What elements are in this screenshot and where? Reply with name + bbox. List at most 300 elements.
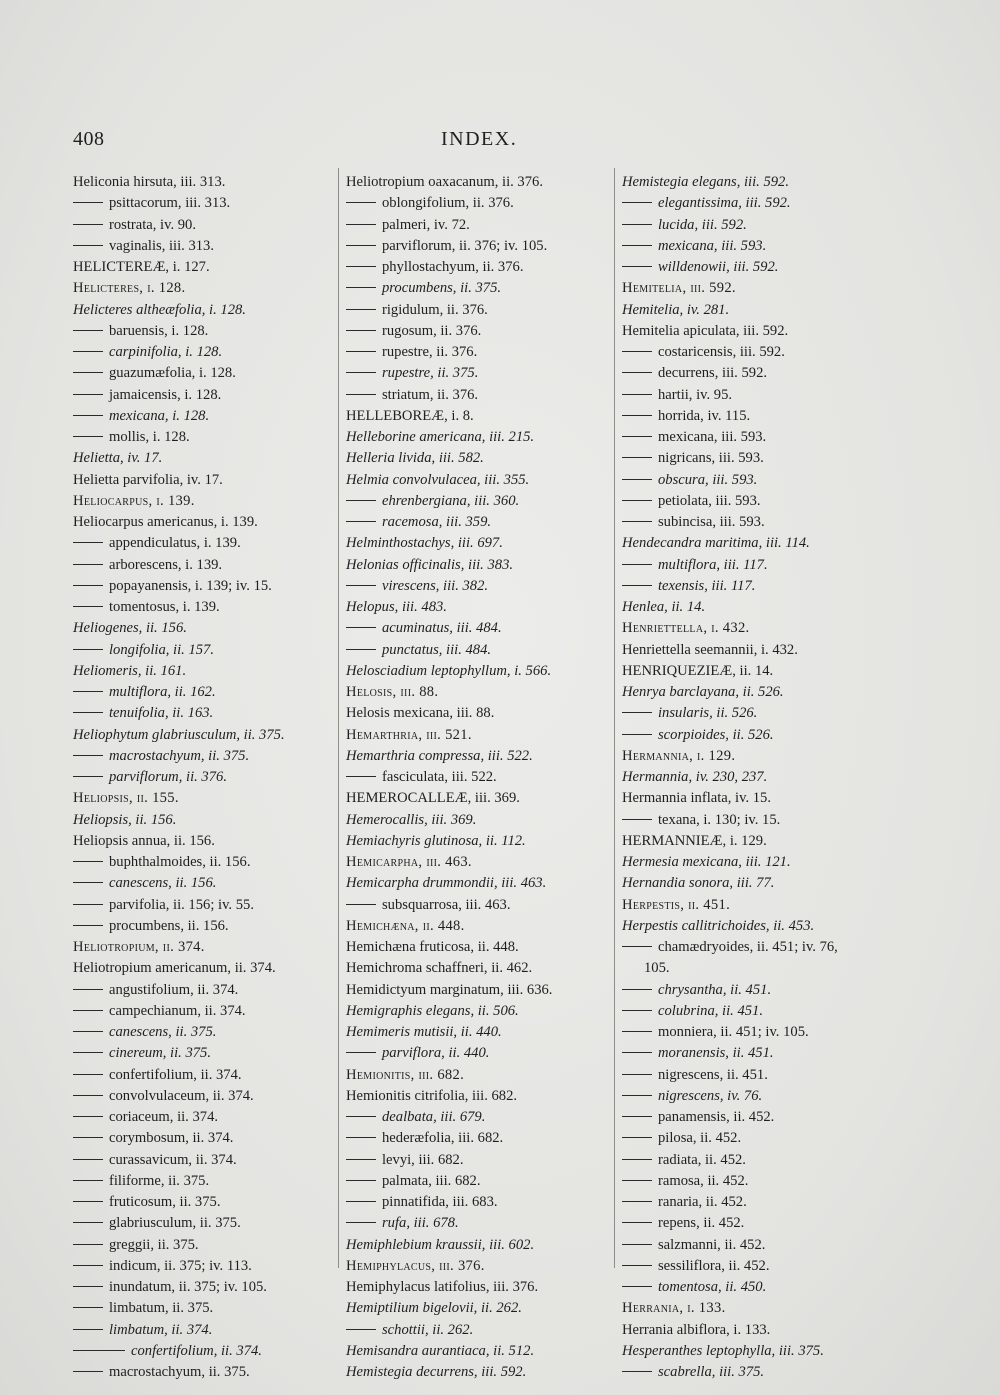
index-entry-text: multiflora, iii. 117. xyxy=(658,556,768,573)
ditto-dash xyxy=(73,351,103,352)
index-entry-text: fruticosum, ii. 375. xyxy=(109,1194,221,1210)
index-entry-text: HENRIQUEZIEÆ, ii. 14. xyxy=(622,662,774,679)
ditto-dash xyxy=(622,266,652,267)
index-entry-text: phyllostachyum, ii. 376. xyxy=(382,259,524,275)
index-entry-text: moranensis, ii. 451. xyxy=(658,1045,774,1062)
index-entry xyxy=(73,512,338,533)
index-entry-text: cinereum, ii. 375. xyxy=(109,1045,211,1062)
index-entry-text: nigricans, iii. 593. xyxy=(658,450,764,467)
index-entry-text: chrysantha, ii. 451. xyxy=(658,981,772,998)
index-entry-text: hartii, iv. 95. xyxy=(658,386,733,403)
index-entry-text: Herrania albiflora, i. 133. xyxy=(622,1321,771,1338)
ditto-dash xyxy=(346,351,376,352)
index-entry xyxy=(346,1001,611,1022)
index-entry-text: popayanensis, i. 139; iv. 15. xyxy=(109,577,272,594)
index-entry-text: Heliopsis annua, ii. 156. xyxy=(73,832,215,849)
index-entry-text: subincisa, iii. 593. xyxy=(658,514,765,530)
index-entry-text: Hendecandra maritima, iii. 114. xyxy=(622,535,810,552)
index-entry xyxy=(73,703,338,724)
index-entry xyxy=(73,661,338,682)
index-entry-text: racemosa, iii. 359. xyxy=(382,514,492,530)
index-entry-text: levyi, iii. 682. xyxy=(382,1151,464,1168)
index-entry-text: Henriettella, i. 432. xyxy=(622,620,750,637)
index-entry xyxy=(346,958,611,979)
index-entry-text: Henlea, ii. 14. xyxy=(622,599,706,615)
ditto-dash xyxy=(622,1244,652,1245)
index-entry-text: HELICTEREÆ, i. 127. xyxy=(73,259,210,275)
index-entry-text: costaricensis, iii. 592. xyxy=(658,344,785,360)
ditto-dash xyxy=(622,521,652,522)
index-entry xyxy=(622,746,912,767)
index-entry-text: schottii, ii. 262. xyxy=(382,1321,474,1338)
index-entry xyxy=(73,1256,338,1277)
index-entry xyxy=(346,555,611,576)
ditto-dash xyxy=(622,1116,652,1117)
index-entry-text: Henrya barclayana, ii. 526. xyxy=(622,684,784,700)
index-entry xyxy=(622,873,912,894)
ditto-dash xyxy=(73,436,103,437)
index-entry-text: Herrania, i. 133. xyxy=(622,1300,726,1317)
index-entry xyxy=(73,831,338,852)
index-entry-text: Helleborine americana, iii. 215. xyxy=(346,429,535,445)
index-entry-text: appendiculatus, i. 139. xyxy=(109,535,241,552)
index-entry-text: horrida, iv. 115. xyxy=(658,407,751,424)
index-entry-text: tomentosa, ii. 450. xyxy=(658,1279,767,1295)
index-entry xyxy=(622,172,912,193)
index-entry-text: texensis, iii. 117. xyxy=(658,577,756,594)
ditto-dash xyxy=(346,1201,376,1202)
index-entry xyxy=(346,1320,611,1341)
index-entry-text: HELLEBOREÆ, i. 8. xyxy=(346,407,474,424)
ditto-dash xyxy=(622,224,652,225)
index-entry-text: corymbosum, ii. 374. xyxy=(109,1130,234,1147)
index-entry xyxy=(73,300,338,321)
index-entry xyxy=(622,661,912,682)
ditto-dash xyxy=(73,691,103,692)
index-entry xyxy=(622,448,912,469)
index-entry-text: tenuifolia, ii. 163. xyxy=(109,705,214,722)
ditto-dash xyxy=(73,1180,103,1181)
index-entry xyxy=(73,172,338,193)
index-entry xyxy=(622,640,912,661)
index-column-2 xyxy=(346,172,611,1383)
index-entry xyxy=(346,278,611,299)
index-entry xyxy=(73,1022,338,1043)
column-divider xyxy=(338,168,339,1268)
index-entry xyxy=(73,1065,338,1086)
ditto-dash xyxy=(622,1031,652,1032)
index-entry-text: palmeri, iv. 72. xyxy=(382,216,470,233)
index-entry xyxy=(622,533,912,554)
ditto-dash xyxy=(622,819,652,820)
index-entry-text: psittacorum, iii. 313. xyxy=(109,195,231,212)
ditto-dash xyxy=(73,755,103,756)
index-entry-text: elegantissima, iii. 592. xyxy=(658,195,791,212)
ditto-dash xyxy=(622,1095,652,1096)
ditto-dash xyxy=(73,776,103,777)
index-entry-text: campechianum, ii. 374. xyxy=(109,1002,246,1019)
index-entry xyxy=(73,597,338,618)
index-entry xyxy=(622,555,912,576)
index-entry xyxy=(346,363,611,384)
index-entry-text: palmata, iii. 682. xyxy=(382,1172,481,1189)
index-entry-text: mollis, i. 128. xyxy=(109,429,190,445)
index-entry xyxy=(622,810,912,831)
index-entry-text: Heliophytum glabriusculum, ii. 375. xyxy=(73,726,285,743)
index-entry xyxy=(622,215,912,236)
ditto-dash xyxy=(73,1052,103,1053)
index-entry xyxy=(622,278,912,299)
ditto-dash xyxy=(346,394,376,395)
index-entry xyxy=(622,597,912,618)
index-entry-text: mexicana, iii. 593. xyxy=(658,237,767,254)
index-entry xyxy=(73,193,338,214)
index-entry xyxy=(346,1043,611,1064)
index-entry-text: Helosis, iii. 88. xyxy=(346,684,439,700)
ditto-dash xyxy=(73,712,103,713)
index-entry-text: pilosa, ii. 452. xyxy=(658,1130,742,1147)
index-entry xyxy=(622,1213,912,1234)
ditto-dash xyxy=(622,1159,652,1160)
ditto-dash xyxy=(73,1307,103,1308)
index-entry xyxy=(622,1235,912,1256)
index-entry-text: Heliogenes, ii. 156. xyxy=(73,620,187,637)
index-entry-text: nigrescens, ii. 451. xyxy=(658,1066,768,1083)
index-entry xyxy=(346,916,611,937)
index-entry xyxy=(346,342,611,363)
index-entry xyxy=(622,1341,912,1362)
index-entry xyxy=(346,937,611,958)
index-entry-text: acuminatus, iii. 484. xyxy=(382,620,502,637)
index-entry xyxy=(622,831,912,852)
index-entry-text: Helopus, iii. 483. xyxy=(346,599,447,615)
index-entry xyxy=(73,342,338,363)
index-entry xyxy=(73,385,338,406)
index-entry xyxy=(346,1213,611,1234)
index-entry xyxy=(73,1001,338,1022)
index-entry-text: mexicana, iii. 593. xyxy=(658,429,767,445)
index-entry xyxy=(622,342,912,363)
index-entry xyxy=(622,895,912,916)
index-entry-text: subsquarrosa, iii. 463. xyxy=(382,896,511,913)
index-entry xyxy=(73,980,338,1001)
index-entry xyxy=(73,1320,338,1341)
index-entry xyxy=(346,810,611,831)
index-entry-text: limbatum, ii. 375. xyxy=(109,1300,214,1317)
index-entry xyxy=(622,703,912,724)
ditto-dash xyxy=(73,1137,103,1138)
index-entry xyxy=(622,1362,912,1383)
index-entry-text: Hemicarpha drummondii, iii. 463. xyxy=(346,875,547,892)
index-entry-text: rupestre, ii. 376. xyxy=(382,344,478,360)
index-entry xyxy=(73,1043,338,1064)
index-entry-text: Hemiphlebium kraussii, iii. 602. xyxy=(346,1236,535,1253)
index-entry-text: Heliotropium, ii. 374. xyxy=(73,939,205,955)
ditto-dash xyxy=(622,1265,652,1266)
ditto-dash xyxy=(346,330,376,331)
index-entry xyxy=(622,725,912,746)
index-entry-text: confertifolium, ii. 374. xyxy=(131,1342,262,1359)
ditto-dash xyxy=(73,1159,103,1160)
index-entry-text: 105. xyxy=(644,960,670,977)
ditto-dash xyxy=(622,712,652,713)
index-entry-text: Helmia convolvulacea, iii. 355. xyxy=(346,471,530,488)
index-entry-text: parviflorum, ii. 376; iv. 105. xyxy=(382,237,548,254)
index-entry-text: convolvulaceum, ii. 374. xyxy=(109,1087,254,1104)
index-entry xyxy=(73,1171,338,1192)
index-entry-text: Henriettella seemannii, i. 432. xyxy=(622,641,798,658)
index-entry xyxy=(622,363,912,384)
ditto-dash xyxy=(73,202,103,203)
index-entry xyxy=(622,1320,912,1341)
index-entry-text: monniera, ii. 451; iv. 105. xyxy=(658,1024,809,1040)
index-entry xyxy=(622,257,912,278)
running-head: INDEX. xyxy=(441,128,518,150)
index-entry-text: jamaicensis, i. 128. xyxy=(109,386,222,403)
index-entry xyxy=(346,895,611,916)
index-entry-text: ramosa, ii. 452. xyxy=(658,1172,749,1189)
index-entry xyxy=(622,1065,912,1086)
index-entry-text: Hemidictyum marginatum, iii. 636. xyxy=(346,981,553,998)
index-entry-text: Hemichæna fruticosa, ii. 448. xyxy=(346,939,519,955)
ditto-dash xyxy=(622,1201,652,1202)
ditto-dash xyxy=(73,1095,103,1096)
index-entry-text: decurrens, iii. 592. xyxy=(658,365,768,382)
index-entry-text: sessiliflora, ii. 452. xyxy=(658,1257,770,1274)
index-entry xyxy=(622,1001,912,1022)
index-entry xyxy=(622,1086,912,1107)
index-entry-text: Hermannia inflata, iv. 15. xyxy=(622,790,771,807)
index-entry-text: Hermannia, iv. 230, 237. xyxy=(622,769,768,785)
index-entry xyxy=(622,767,912,788)
index-entry xyxy=(622,958,912,979)
index-entry-text: indicum, ii. 375; iv. 113. xyxy=(109,1257,252,1274)
index-entry-text: Helietta, iv. 17. xyxy=(73,450,163,467)
index-entry xyxy=(346,406,611,427)
index-entry-text: Hemistegia elegans, iii. 592. xyxy=(622,174,789,190)
index-entry xyxy=(622,427,912,448)
ditto-dash xyxy=(73,1329,103,1330)
index-entry-text: nigrescens, iv. 76. xyxy=(658,1087,763,1104)
index-entry xyxy=(622,512,912,533)
index-entry xyxy=(346,533,611,554)
index-entry-text: Hemerocallis, iii. 369. xyxy=(346,811,477,828)
index-entry-text: colubrina, ii. 451. xyxy=(658,1002,763,1019)
index-entry-text: HEMEROCALLEÆ, iii. 369. xyxy=(346,790,520,807)
index-entry xyxy=(346,1128,611,1149)
index-entry xyxy=(73,236,338,257)
ditto-dash xyxy=(73,904,103,905)
ditto-dash xyxy=(346,245,376,246)
index-entry-text: Heliocarpus, i. 139. xyxy=(73,492,195,509)
index-entry xyxy=(346,1192,611,1213)
ditto-dash xyxy=(73,989,103,990)
index-entry xyxy=(622,1171,912,1192)
ditto-dash xyxy=(346,500,376,501)
ditto-dash xyxy=(346,904,376,905)
ditto-dash xyxy=(73,394,103,395)
index-entry-text: curassavicum, ii. 374. xyxy=(109,1151,237,1168)
index-entry-text: Hemarthria, iii. 521. xyxy=(346,726,472,743)
index-entry-text: baruensis, i. 128. xyxy=(109,322,209,339)
index-entry xyxy=(73,1298,338,1319)
index-entry-text: angustifolium, ii. 374. xyxy=(109,981,239,998)
column-divider xyxy=(614,168,615,1268)
index-entry xyxy=(346,1022,611,1043)
index-entry-text: rugosum, ii. 376. xyxy=(382,322,482,339)
index-entry-text: Hemitelia, iv. 281. xyxy=(622,301,730,318)
index-entry xyxy=(73,725,338,746)
index-entry xyxy=(73,1107,338,1128)
index-entry xyxy=(346,597,611,618)
index-entry-text: Hemiachyris glutinosa, ii. 112. xyxy=(346,832,526,849)
index-entry xyxy=(346,1107,611,1128)
index-entry xyxy=(622,1298,912,1319)
index-entry xyxy=(73,406,338,427)
index-entry-text: Hemimeris mutisii, ii. 440. xyxy=(346,1024,502,1040)
index-entry-text: HERMANNIEÆ, i. 129. xyxy=(622,832,767,849)
index-entry xyxy=(73,1192,338,1213)
index-entry xyxy=(73,1277,338,1298)
index-entry xyxy=(73,618,338,639)
page-number: 408 xyxy=(73,128,105,150)
ditto-dash xyxy=(622,1010,652,1011)
ditto-dash xyxy=(622,585,652,586)
ditto-dash xyxy=(73,372,103,373)
index-entry-text: chamædryoides, ii. 451; iv. 76, xyxy=(658,939,838,955)
index-entry-text: Hemiphylacus, iii. 376. xyxy=(346,1257,485,1274)
index-entry xyxy=(622,682,912,703)
ditto-dash xyxy=(346,776,376,777)
index-entry-text: glabriusculum, ii. 375. xyxy=(109,1215,241,1232)
index-entry-text: lucida, iii. 592. xyxy=(658,216,747,233)
ditto-dash xyxy=(73,564,103,565)
index-entry xyxy=(73,1086,338,1107)
index-entry xyxy=(622,236,912,257)
index-entry-text: Heliopsis, ii. 155. xyxy=(73,790,179,807)
index-entry-text: Hemitelia apiculata, iii. 592. xyxy=(622,322,789,339)
ditto-dash xyxy=(73,606,103,607)
ditto-dash xyxy=(622,1052,652,1053)
index-entry-text: parviflora, ii. 440. xyxy=(382,1045,490,1062)
index-entry-text: obscura, iii. 593. xyxy=(658,471,758,488)
index-entry-text: multiflora, ii. 162. xyxy=(109,684,216,700)
ditto-dash xyxy=(346,627,376,628)
index-entry xyxy=(622,788,912,809)
index-entry-text: scabrella, iii. 375. xyxy=(658,1364,765,1380)
index-entry xyxy=(73,533,338,554)
ditto-dash xyxy=(346,372,376,373)
index-entry-text: filiforme, ii. 375. xyxy=(109,1172,210,1189)
ditto-dash xyxy=(73,415,103,416)
index-entry xyxy=(346,236,611,257)
index-entry-text: Helosciadium leptophyllum, i. 566. xyxy=(346,662,552,679)
ditto-dash xyxy=(73,1010,103,1011)
index-entry xyxy=(73,916,338,937)
index-entry-text: Helicteres, i. 128. xyxy=(73,280,186,297)
ditto-dash xyxy=(346,1159,376,1160)
index-entry-text: longifolia, ii. 157. xyxy=(109,641,214,658)
index-entry-text: canescens, ii. 156. xyxy=(109,875,217,892)
ditto-dash xyxy=(622,436,652,437)
index-entry-text: Hemiphylacus latifolius, iii. 376. xyxy=(346,1279,539,1295)
index-entry xyxy=(73,682,338,703)
index-entry xyxy=(622,300,912,321)
index-entry xyxy=(346,172,611,193)
ditto-dash xyxy=(73,542,103,543)
index-entry xyxy=(346,491,611,512)
ditto-dash xyxy=(346,1329,376,1330)
index-entry-text: rupestre, ii. 375. xyxy=(382,365,479,382)
index-entry xyxy=(346,1298,611,1319)
index-entry-text: salzmanni, ii. 452. xyxy=(658,1236,766,1253)
index-entry xyxy=(622,1277,912,1298)
index-entry xyxy=(73,555,338,576)
ditto-dash xyxy=(346,585,376,586)
ditto-dash xyxy=(73,1244,103,1245)
index-entry-text: Helminthostachys, iii. 697. xyxy=(346,535,503,552)
ditto-dash xyxy=(622,415,652,416)
ditto-dash xyxy=(73,245,103,246)
index-entry xyxy=(346,257,611,278)
index-entry xyxy=(346,385,611,406)
ditto-dash xyxy=(73,882,103,883)
index-entry xyxy=(346,703,611,724)
index-entry xyxy=(73,937,338,958)
index-entry xyxy=(73,1362,338,1383)
index-entry xyxy=(346,661,611,682)
ditto-dash xyxy=(622,1286,652,1287)
index-entry-text: parvifolia, ii. 156; iv. 55. xyxy=(109,896,254,913)
index-entry-text: rostrata, iv. 90. xyxy=(109,216,196,233)
index-entry-text: Hemarthria compressa, iii. 522. xyxy=(346,747,533,764)
index-entry-text: Heliomeris, ii. 161. xyxy=(73,662,187,679)
index-entry xyxy=(346,215,611,236)
index-entry xyxy=(622,1022,912,1043)
index-entry xyxy=(346,193,611,214)
index-entry xyxy=(346,852,611,873)
index-entry xyxy=(622,576,912,597)
index-entry xyxy=(346,448,611,469)
index-entry xyxy=(622,321,912,342)
index-entry xyxy=(346,873,611,894)
ditto-dash xyxy=(346,1222,376,1223)
ditto-dash xyxy=(346,1052,376,1053)
index-entry xyxy=(346,512,611,533)
index-entry xyxy=(73,1150,338,1171)
index-entry xyxy=(622,1192,912,1213)
ditto-dash xyxy=(73,1350,125,1351)
index-entry xyxy=(73,810,338,831)
index-entry-text: Helosis mexicana, iii. 88. xyxy=(346,705,495,722)
ditto-dash xyxy=(622,245,652,246)
index-entry-text: Heliocarpus americanus, i. 139. xyxy=(73,514,258,530)
ditto-dash xyxy=(622,372,652,373)
index-entry-text: rufa, iii. 678. xyxy=(382,1215,459,1232)
index-entry-text: Helietta parvifolia, iv. 17. xyxy=(73,471,223,488)
ditto-dash xyxy=(73,1116,103,1117)
ditto-dash xyxy=(622,1137,652,1138)
ditto-dash xyxy=(346,266,376,267)
index-entry xyxy=(346,618,611,639)
index-entry xyxy=(346,788,611,809)
index-entry xyxy=(73,767,338,788)
index-entry xyxy=(346,427,611,448)
index-entry xyxy=(346,682,611,703)
index-entry-text: panamensis, ii. 452. xyxy=(658,1109,775,1125)
ditto-dash xyxy=(73,649,103,650)
index-entry xyxy=(73,640,338,661)
